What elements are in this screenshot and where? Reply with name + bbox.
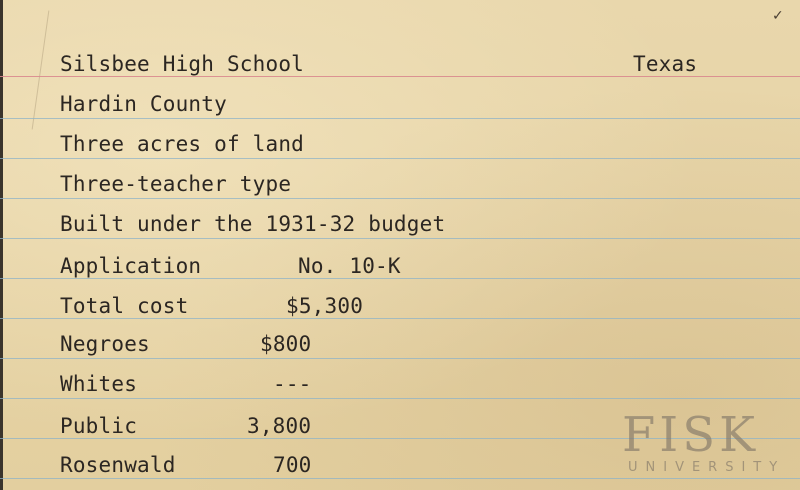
watermark-name: FISK — [622, 407, 760, 463]
ruled-line — [0, 198, 800, 199]
check-mark-icon: ✓ — [772, 8, 784, 24]
public-label: Public — [60, 414, 138, 438]
budget-line: Built under the 1931-32 budget — [60, 212, 446, 236]
public-value: 3,800 — [247, 414, 312, 438]
type-line: Three-teacher type — [60, 172, 292, 196]
rosenwald-value: 700 — [273, 453, 312, 477]
land-line: Three acres of land — [60, 132, 305, 156]
county-line: Hardin County — [60, 92, 227, 116]
rosenwald-label: Rosenwald — [60, 453, 176, 477]
application-value: No. 10-K — [298, 254, 401, 278]
total-cost-value: $5,300 — [286, 294, 364, 318]
card-crease — [32, 11, 50, 130]
watermark-subtitle: UNIVERSITY — [628, 460, 786, 475]
total-cost-label: Total cost — [60, 294, 189, 318]
whites-label: Whites — [60, 372, 138, 396]
ruled-line — [0, 158, 800, 159]
negroes-value: $800 — [260, 332, 312, 356]
ruled-line — [0, 398, 800, 399]
ruled-line — [0, 278, 800, 279]
card-edge — [0, 0, 3, 490]
ruled-line — [0, 358, 800, 359]
application-label: Application — [60, 254, 202, 278]
school-name: Silsbee High School — [60, 52, 305, 76]
whites-value: --- — [273, 372, 312, 396]
ruled-line — [0, 238, 800, 239]
ruled-line — [0, 118, 800, 119]
fisk-university-watermark — [622, 407, 794, 480]
negroes-label: Negroes — [60, 332, 150, 356]
ruled-line — [0, 318, 800, 319]
red-header-rule — [0, 76, 800, 77]
state-name: Texas — [633, 52, 698, 76]
